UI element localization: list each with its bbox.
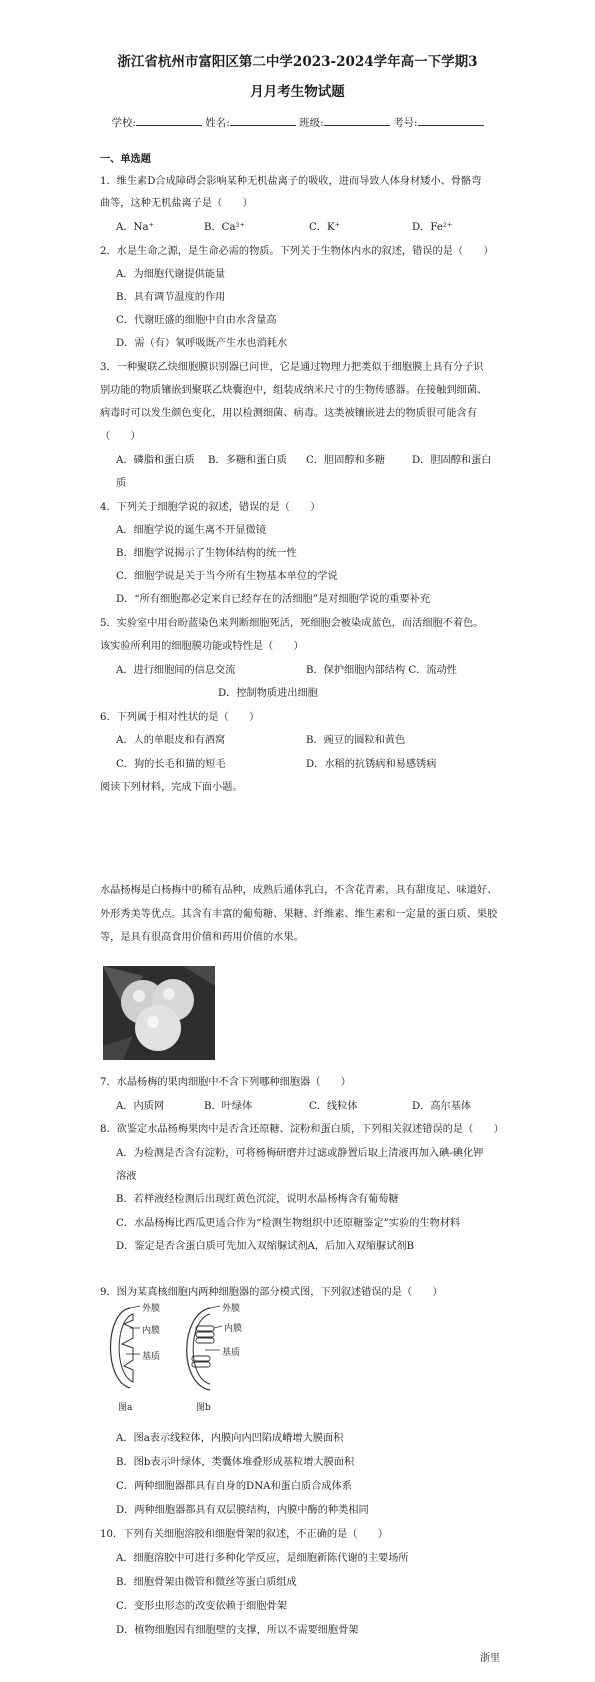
exam-no-label: 考号: xyxy=(393,117,418,129)
text-line: 7．水晶杨梅的果肉细胞中不含下列哪种细胞器（ ） xyxy=(100,1077,351,1088)
text-line: C．K⁺ xyxy=(309,222,340,233)
text-line: 水晶杨梅是白杨梅中的稀有品种，成熟后通体乳白，不含花青素，具有甜度足、味道好、 xyxy=(100,885,498,896)
organelle-diagram xyxy=(100,1300,280,1418)
text-line: 6．下列属于相对性状的是（ ） xyxy=(100,712,260,723)
text-line: B．细胞骨架由微管和微丝等蛋白质组成 xyxy=(116,1577,297,1588)
inner-membrane-label-a: 内膜 xyxy=(142,1326,161,1336)
text-line: A．人的单眼皮和有酒窝 xyxy=(116,735,226,746)
text-line: B．豌豆的圆粒和黄色 xyxy=(306,735,406,746)
school-field[interactable] xyxy=(136,113,202,126)
text-line: C．细胞学说是关于当今所有生物基本单位的学说 xyxy=(116,571,338,582)
text-line: 曲等，这种无机盐离子是（ ） xyxy=(100,198,253,209)
text-line: C．线粒体 xyxy=(309,1101,358,1112)
text-line: D．鉴定是否含蛋白质可先加入双缩脲试剂A，后加入双缩脲试剂B xyxy=(116,1241,415,1252)
text-line: B．多糖和蛋白质 xyxy=(208,455,287,466)
text-line: D．“所有细胞都必定来自已经存在的活细胞”是对细胞学说的重要补充 xyxy=(116,594,431,605)
text-line: 8．欲鉴定水晶杨梅果肉中是否含还原糖、淀粉和蛋白质，下列相关叙述错误的是（ ） xyxy=(100,1124,504,1135)
text-line: B．若样液经检测后出现红黄色沉淀，说明水晶杨梅含有葡萄糖 xyxy=(116,1194,399,1205)
page-footer: 浙里 xyxy=(480,1653,500,1664)
outer-membrane-label-a: 外膜 xyxy=(142,1304,161,1314)
text-line: A．细胞学说的诞生离不开显微镜 xyxy=(116,525,266,536)
text-line: D．植物细胞因有细胞壁的支撑，所以不需要细胞骨架 xyxy=(116,1625,359,1636)
text-line: D．两种细胞器都具有双层膜结构，内膜中酶的种类相同 xyxy=(116,1505,369,1516)
inner-membrane-label-b: 内膜 xyxy=(224,1324,243,1334)
text-line: B．保护细胞内部结构 C．流动性 xyxy=(306,665,457,676)
name-field[interactable] xyxy=(230,113,296,126)
exam-title-line-1: 浙江省杭州市富阳区第二中学2023-2024学年高一下学期3 xyxy=(117,54,478,70)
text-line: C．水晶杨梅比西瓜更适合作为“检测生物组织中还原糖鉴定”实验的生物材料 xyxy=(116,1218,461,1229)
text-line: B．具有调节温度的作用 xyxy=(116,292,226,303)
school-label: 学校: xyxy=(111,117,136,129)
text-line: C．变形虫形态的改变依赖于细胞骨架 xyxy=(116,1601,287,1612)
text-line: 质 xyxy=(116,478,127,489)
text-line: C．胆固醇和多糖 xyxy=(306,455,386,466)
text-line: D．胆固醇和蛋白 xyxy=(412,455,492,466)
text-line: 外形秀美等优点。其含有丰富的葡萄糖、果糖、纤维素、维生素和一定量的蛋白质、果胶 xyxy=(100,909,498,920)
text-line: C．狗的长毛和猫的短毛 xyxy=(116,759,226,770)
text-line: 别功能的物质镶嵌到聚联乙炔囊泡中，组装成纳米尺寸的生物传感器。在接触到细菌、 xyxy=(100,385,488,396)
outer-membrane-label-b: 外膜 xyxy=(222,1304,241,1314)
class-field[interactable] xyxy=(324,113,390,126)
text-line: B．细胞学说揭示了生物体结构的统一性 xyxy=(116,548,297,559)
text-line: B．Ca²⁺ xyxy=(204,222,246,233)
text-line: 溶液 xyxy=(116,1171,137,1182)
text-line: A．为检测是否含有淀粉，可将杨梅研磨并过滤或静置后取上清液再加入碘-碘化钾 xyxy=(116,1148,484,1159)
text-line: 5．实验室中用台盼蓝染色来判断细胞死活，死细胞会被染成蓝色，而活细胞不着色。 xyxy=(100,618,484,629)
text-line: D．水稻的抗锈病和易感锈病 xyxy=(306,759,437,770)
text-line: A．内质网 xyxy=(116,1101,165,1112)
exam-no-field[interactable] xyxy=(418,113,484,126)
text-line: A．Na⁺ xyxy=(116,222,154,233)
class-label: 班级: xyxy=(299,117,324,129)
text-line: A．磷脂和蛋白质 xyxy=(116,455,195,466)
text-line: 病毒时可以发生颜色变化，用以检测细菌、病毒。这类被镶嵌进去的物质很可能含有 xyxy=(100,408,477,419)
student-info-row xyxy=(0,113,595,130)
bayberry-photo xyxy=(103,966,215,1060)
text-line: 该实验所利用的细胞膜功能或特性是（ ） xyxy=(100,641,304,652)
text-line: 9．图为某真核细胞内两种细胞器的部分模式图，下列叙述错误的是（ ） xyxy=(100,1287,443,1298)
text-line: 2．水是生命之源，是生命必需的物质。下列关于生物体内水的叙述，错误的是（ ） xyxy=(100,246,494,257)
figure-b-caption: 图b xyxy=(196,1403,211,1413)
stroma-label-b: 基质 xyxy=(222,1348,241,1358)
text-line: D．控制物质进出细胞 xyxy=(218,688,318,699)
text-line: B．叶绿体 xyxy=(204,1101,253,1112)
text-line: D．需（有）氧呼吸既产生水也消耗水 xyxy=(116,338,288,349)
text-line: 3．一种聚联乙炔细胞膜识别器已问世，它是通过物理力把类似于细胞膜上具有分子识 xyxy=(100,362,484,373)
text-line: 1．维生素D合成障碍会影响某种无机盐离子的吸收，进而导致人体身材矮小、骨骼弯 xyxy=(100,176,482,187)
text-line: （ ） xyxy=(100,431,141,442)
section-heading: 一、单选题 xyxy=(100,153,151,165)
text-line: C．代谢旺盛的细胞中自由水含量高 xyxy=(116,315,277,326)
exam-title-line-2: 月月考生物试题 xyxy=(250,84,345,100)
text-line: A．进行细胞间的信息交流 xyxy=(116,665,236,676)
text-line: 等，是具有很高食用价值和药用价值的水果。 xyxy=(100,932,304,943)
matrix-label-a: 基质 xyxy=(142,1352,161,1362)
text-line: A．图a表示线粒体，内膜向内凹陷成嵴增大膜面积 xyxy=(116,1433,344,1444)
text-line: A．细胞溶胶中可进行多种化学反应，是细胞新陈代谢的主要场所 xyxy=(116,1553,409,1564)
text-line: C．两种细胞器都具有自身的DNA和蛋白质合成体系 xyxy=(116,1481,352,1492)
text-line: A．为细胞代谢提供能量 xyxy=(116,269,226,280)
text-line: 4．下列关于细胞学说的叙述，错误的是（ ） xyxy=(100,502,321,513)
text-line: 10．下列有关细胞溶胶和细胞骨架的叙述，不正确的是（ ） xyxy=(100,1529,389,1540)
text-line: B．图b表示叶绿体，类囊体堆叠形成基粒增大膜面积 xyxy=(116,1457,355,1468)
name-label: 姓名: xyxy=(205,117,230,129)
text-line: D．高尔基体 xyxy=(412,1101,472,1112)
figure-a-caption: 图a xyxy=(118,1403,133,1413)
text-line: D．Fe²⁺ xyxy=(412,222,453,233)
text-line: 阅读下列材料，完成下面小题。 xyxy=(100,782,243,793)
